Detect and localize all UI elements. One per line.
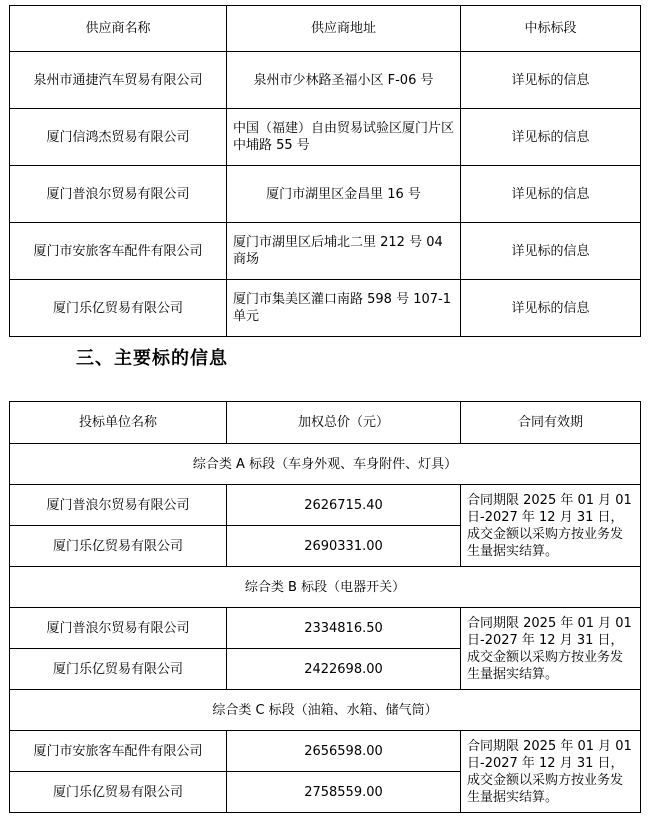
bid-price: 2334816.50 xyxy=(227,608,461,649)
bidder-name: 厦门市安旅客车配件有限公司 xyxy=(10,731,227,772)
table-row xyxy=(10,485,641,526)
bidder-name: 厦门乐亿贸易有限公司 xyxy=(10,526,227,567)
contract-validity: 合同期限 2025 年 01 月 01 日-2027 年 12 月 31 日，成交金额以采购方按业务发生量据实结算。 xyxy=(461,731,641,813)
table-row xyxy=(10,608,641,649)
supplier-table xyxy=(9,5,641,337)
supplier-address: 中国（福建）自由贸易试验区厦门片区中埔路 55 号 xyxy=(227,109,461,166)
supplier-name: 厦门信鸿杰贸易有限公司 xyxy=(10,109,227,166)
bidder-name: 厦门普浪尔贸易有限公司 xyxy=(10,608,227,649)
supplier-address: 厦门市湖里区金昌里 16 号 xyxy=(227,166,461,223)
bid-price: 2656598.00 xyxy=(227,731,461,772)
table-row xyxy=(10,52,641,109)
header-winning-segment: 中标标段 xyxy=(461,6,641,52)
supplier-name: 厦门普浪尔贸易有限公司 xyxy=(10,166,227,223)
table-row xyxy=(10,109,641,166)
supplier-segment: 详见标的信息 xyxy=(461,166,641,223)
table-row xyxy=(10,280,641,337)
header-supplier-address: 供应商地址 xyxy=(227,6,461,52)
header-bidder-name: 投标单位名称 xyxy=(10,402,227,444)
segment-title-row xyxy=(10,567,641,608)
table-row xyxy=(10,731,641,772)
bidder-name: 厦门普浪尔贸易有限公司 xyxy=(10,485,227,526)
supplier-segment: 详见标的信息 xyxy=(461,223,641,280)
supplier-address: 泉州市少林路圣福小区 F-06 号 xyxy=(227,52,461,109)
segment-title: 综合类 C 标段（油箱、水箱、储气筒） xyxy=(10,690,641,731)
bidder-name: 厦门乐亿贸易有限公司 xyxy=(10,772,227,813)
supplier-segment: 详见标的信息 xyxy=(461,109,641,166)
table-row xyxy=(10,223,641,280)
supplier-address: 厦门市湖里区后埔北二里 212 号 04 商场 xyxy=(227,223,461,280)
supplier-table-header-row xyxy=(10,6,641,52)
header-weighted-price: 加权总价（元） xyxy=(227,402,461,444)
bidder-name: 厦门乐亿贸易有限公司 xyxy=(10,649,227,690)
bid-price: 2690331.00 xyxy=(227,526,461,567)
supplier-name: 厦门市安旅客车配件有限公司 xyxy=(10,223,227,280)
bid-price: 2626715.40 xyxy=(227,485,461,526)
segment-title: 综合类 B 标段（电器开关） xyxy=(10,567,641,608)
segment-title-row xyxy=(10,444,641,485)
supplier-name: 厦门乐亿贸易有限公司 xyxy=(10,280,227,337)
contract-validity: 合同期限 2025 年 01 月 01 日-2027 年 12 月 31 日，成交金额以采购方按业务发生量据实结算。 xyxy=(461,608,641,690)
bid-price: 2758559.00 xyxy=(227,772,461,813)
segment-title: 综合类 A 标段（车身外观、车身附件、灯具） xyxy=(10,444,641,485)
section-heading: 三、主要标的信息 xyxy=(76,348,228,369)
bid-table-header-row xyxy=(10,402,641,444)
supplier-segment: 详见标的信息 xyxy=(461,280,641,337)
table-row xyxy=(10,166,641,223)
contract-validity: 合同期限 2025 年 01 月 01 日-2027 年 12 月 31 日，成交金额以采购方按业务发生量据实结算。 xyxy=(461,485,641,567)
header-contract-validity: 合同有效期 xyxy=(461,402,641,444)
supplier-address: 厦门市集美区灌口南路 598 号 107-1 单元 xyxy=(227,280,461,337)
segment-title-row xyxy=(10,690,641,731)
supplier-name: 泉州市通捷汽车贸易有限公司 xyxy=(10,52,227,109)
supplier-segment: 详见标的信息 xyxy=(461,52,641,109)
header-supplier-name: 供应商名称 xyxy=(10,6,227,52)
bid-table xyxy=(9,401,641,813)
bid-price: 2422698.00 xyxy=(227,649,461,690)
